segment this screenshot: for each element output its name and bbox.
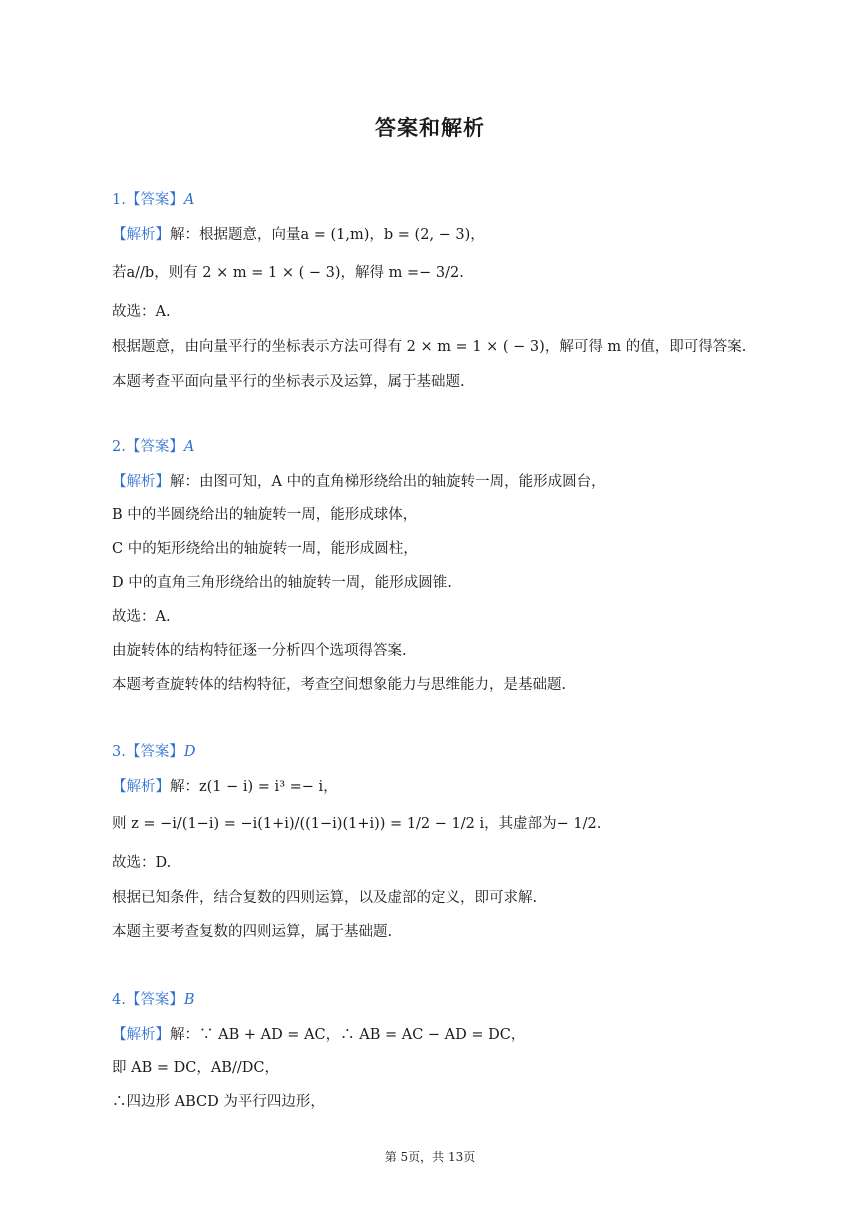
page-footer: 第 5页，共 13页	[384, 1150, 476, 1164]
q2-answer: A	[183, 439, 195, 455]
q2-line-3: C 中的矩形绕给出的轴旋转一周，能形成圆柱，	[112, 541, 418, 557]
page-title: 答案和解析	[375, 116, 485, 140]
q4-number: 4.	[112, 992, 126, 1008]
q4-text-1: 解：∵ AB + AD = AC，∴ AB = AC − AD = DC，	[170, 1027, 526, 1043]
q2-line-1	[112, 472, 606, 492]
q4-answer-heading	[112, 990, 195, 1010]
q1-answer-tag: 【答案】	[125, 192, 184, 208]
q1-line-3: 故选：A.	[112, 304, 171, 320]
q3-answer-heading	[112, 742, 195, 762]
q1-line-5: 本题考查平面向量平行的坐标表示及运算，属于基础题.	[112, 374, 465, 390]
q2-line-7: 本题考查旋转体的结构特征，考查空间想象能力与思维能力，是基础题.	[112, 677, 567, 693]
q1-number: 1.	[112, 192, 126, 208]
q4-line-2: 即 AB = DC，AB//DC，	[112, 1060, 279, 1076]
q1-line-2: 若a//b，则有 2 × m = 1 × ( − 3)，解得 m =− 3/2.	[112, 265, 464, 281]
q3-line-3: 故选：D.	[112, 855, 172, 871]
q2-line-4: D 中的直角三角形绕给出的轴旋转一周，能形成圆锥.	[112, 575, 452, 591]
q3-answer: D	[183, 744, 196, 760]
q2-number: 2.	[112, 439, 126, 455]
q2-analysis-tag: 【解析】	[112, 474, 170, 490]
q2-answer-heading	[112, 437, 194, 457]
q2-answer-tag: 【答案】	[125, 439, 184, 455]
q2-line-6: 由旋转体的结构特征逐一分析四个选项得答案.	[112, 643, 407, 659]
q3-line-2: 则 z = −i/(1−i) = −i(1+i)/((1−i)(1+i)) = 1/2 − 1/2 i，其虚部为− 1/2.	[112, 816, 602, 832]
q1-line-1	[112, 225, 485, 245]
q2-line-5: 故选：A.	[112, 609, 171, 625]
q1-analysis-tag: 【解析】	[112, 227, 170, 243]
q3-text-1: 解：z(1 − i) = i³ =− i，	[170, 779, 338, 795]
q1-line-4: 根据题意，由向量平行的坐标表示方法可得有 2 × m = 1 × ( − 3)，解可得 m 的值，即可得答案.	[112, 339, 747, 355]
q3-line-5: 本题主要考查复数的四则运算，属于基础题.	[112, 924, 393, 940]
q1-text-1: 解：根据题意，向量a = (1,m)，b = (2, − 3)，	[170, 227, 485, 243]
q3-number: 3.	[112, 744, 126, 760]
q4-analysis-tag: 【解析】	[112, 1027, 170, 1043]
q3-line-1	[112, 777, 338, 797]
q2-line-2: B 中的半圆绕给出的轴旋转一周，能形成球体，	[112, 507, 418, 523]
q3-answer-tag: 【答案】	[125, 744, 184, 760]
q1-answer: A	[183, 192, 195, 208]
q4-line-3: ∴四边形 ABCD 为平行四边形，	[112, 1094, 325, 1110]
q3-line-4: 根据已知条件，结合复数的四则运算，以及虚部的定义，即可求解.	[112, 890, 538, 906]
q3-analysis-tag: 【解析】	[112, 779, 170, 795]
q4-answer-tag: 【答案】	[125, 992, 184, 1008]
q1-answer-heading	[112, 190, 194, 210]
q2-text-1: 解：由图可知，A 中的直角梯形绕给出的轴旋转一周，能形成圆台，	[170, 474, 606, 490]
q4-answer: B	[183, 992, 195, 1008]
q4-line-1	[112, 1025, 525, 1045]
